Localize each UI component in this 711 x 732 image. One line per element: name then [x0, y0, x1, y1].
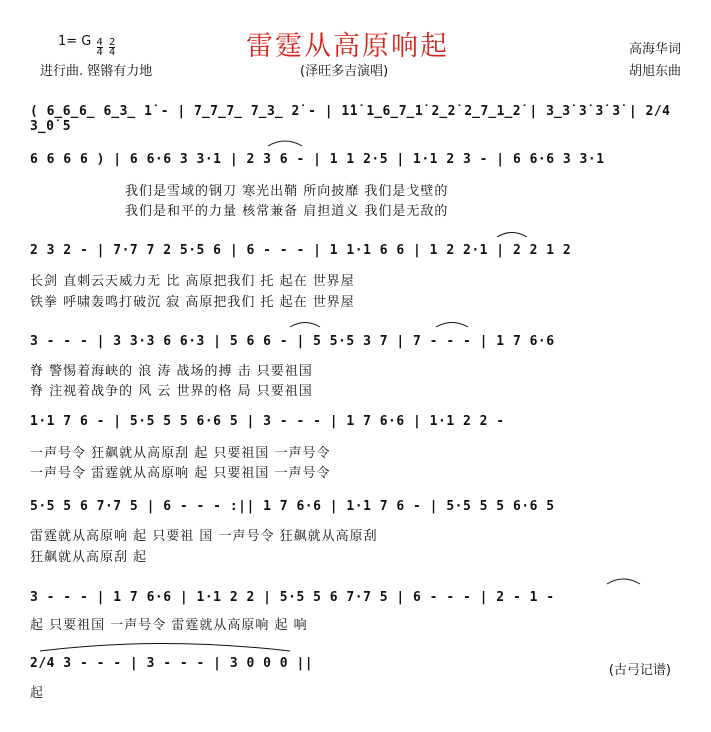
staff-line-2: 6 6 6 6 ) | 6 6·6 3 3·1 | 2 3 6 - | 1 1 2·5 | 1·1 2 3 - | 6 6·6 3 3·1	[30, 152, 605, 167]
staff-line-1: ( 6̲6̲6̲ 6̲3̲ 1̇ - | 7̲7̲7̲ 7̲3̲ 2̇ - | 1̇1̇ 1̲6̲7̲1̇ 2̲2̇ 2̲7̲1̲2̇ | 3̲3̇ 3̇ 3̇ 3̇ | 2/4 3̲0̇ 5	[30, 104, 671, 134]
staff-line-3: 2 3 2 - | 7·7 7 2 5·5 6 | 6 - - - | 1 1·1 6 6 | 1 2 2·1 | 2 2 1 2	[30, 243, 572, 258]
lyrics-5b: 一声号令 雷霆就从高原响 起 只要祖国 一声号令	[30, 466, 331, 481]
lyrics-8a: 起	[30, 686, 45, 701]
lyrics-5a: 一声号令 狂飙就从高原刮 起 只要祖国 一声号令	[30, 446, 331, 461]
lyricist: 高海华词	[628, 42, 681, 57]
lyrics-6b: 狂飙就从高原刮 起	[30, 550, 148, 565]
lyrics-7a: 起 只要祖国 一声号令 雷霆就从高原响 起 响	[30, 618, 308, 633]
lyrics-3a: 长剑 直刺云天威力无 比 高原把我们 托 起在 世界屋	[30, 274, 355, 289]
staff-line-6: 5·5 5 6 7·7 5 | 6 - - - :|| 1 7 6·6 | 1·1 7 6 - | 5·5 5 5 6·6 5	[30, 499, 555, 514]
lyrics-3b: 铁拳 呼啸轰鸣打破沉 寂 高原把我们 托 起在 世界屋	[30, 295, 355, 310]
lyrics-4b: 脊 注视着战争的 风 云 世界的格 局 只要祖国	[30, 384, 313, 399]
composer: 胡旭东曲	[628, 64, 681, 79]
lyrics-2b: 我们是和平的力量 核常兼备 肩担道义 我们是无敌的	[125, 204, 449, 219]
staff-line-7: 3 - - - | 1 7 6·6 | 1·1 2 2 | 5·5 5 6 7·7 5 | 6 - - - | 2 - 1 -	[30, 590, 555, 605]
time-signature-2: $\frac{2}{4}$	[109, 37, 116, 58]
staff-line-5: 1·1 7 6 - | 5·5 5 5 6·6 5 | 3 - - - | 1 7 6·6 | 1·1 2 2 -	[30, 414, 505, 429]
staff-line-4: 3 - - - | 3 3·3 6 6·3 | 5 6 6 - | 5 5·5 3 7 | 7 - - - | 1 7 6·6	[30, 334, 555, 349]
staff-line-8: 2/4 3 - - - | 3 - - - | 3 0 0 0 ||	[30, 656, 314, 671]
lyrics-6a: 雷霆就从高原响 起 只要祖 国 一声号令 狂飙就从高原刮	[30, 529, 378, 544]
key-text: 1= G	[58, 34, 92, 49]
time-signature-1: $\frac{4}{4}$	[96, 37, 103, 58]
transcriber-note: (古弓记谱)	[608, 663, 671, 678]
lyrics-2a: 我们是雪域的钢刀 寒光出鞘 所向披靡 我们是戈壁的	[125, 184, 449, 199]
performer: (泽旺多吉演唱)	[300, 64, 389, 79]
tempo-marking: 进行曲. 铿锵有力地	[40, 64, 153, 79]
lyrics-4a: 脊 警惕着海峡的 浪 涛 战场的搏 击 只要祖国	[30, 364, 313, 379]
song-title: 雷霆从高原响起	[246, 31, 449, 62]
